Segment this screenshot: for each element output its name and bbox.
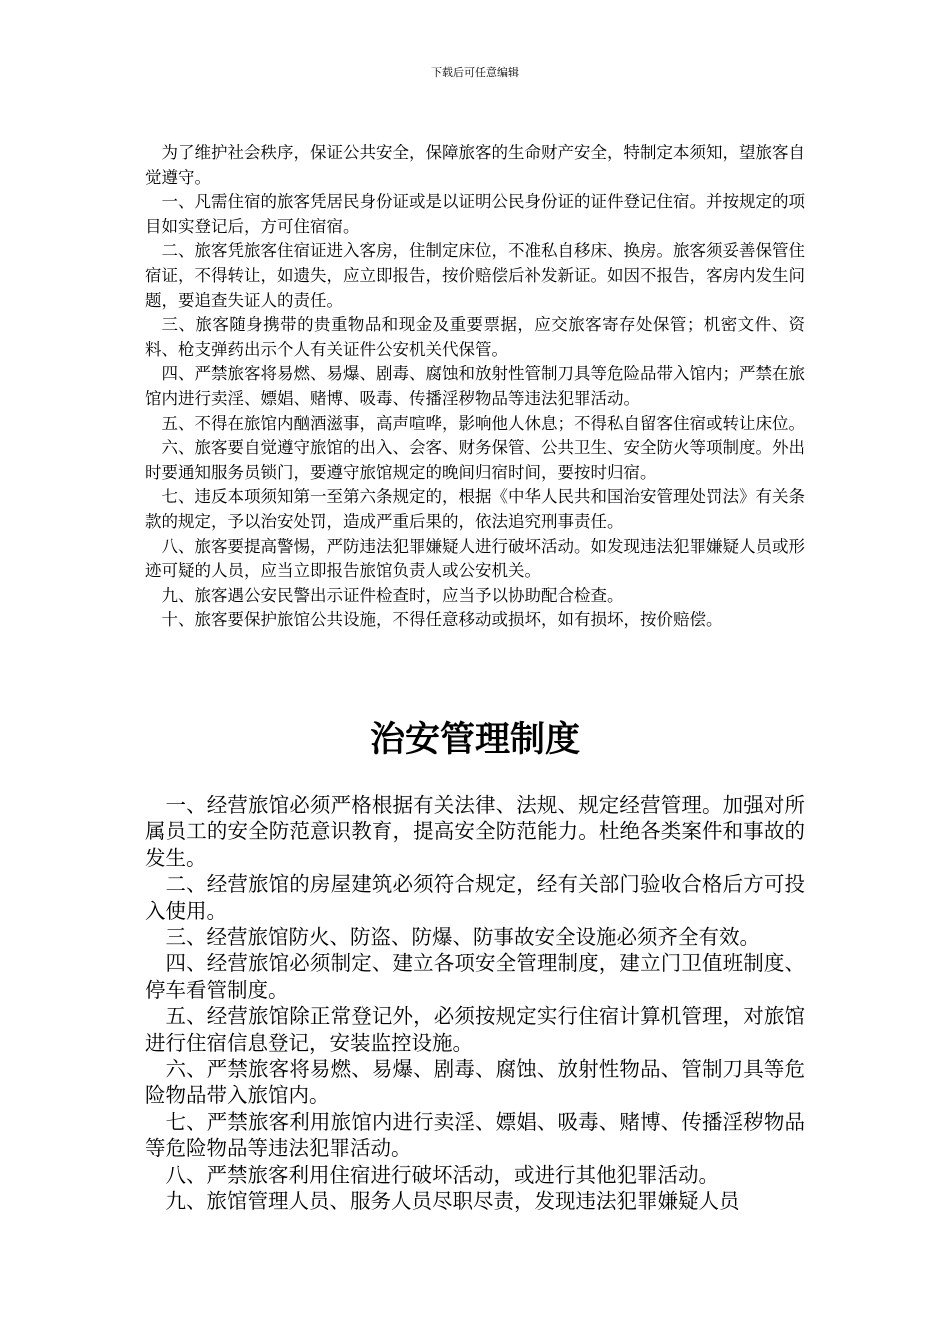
guest-notice-section: [145, 141, 805, 633]
paragraph: 六、严禁旅客将易燃、易爆、剧毒、腐蚀、放射性物品、管制刀具等危险物品带入旅馆内。: [145, 1057, 805, 1108]
paragraph: 七、违反本项须知第一至第六条规定的，根据《中华人民共和国治安管理处罚法》有关条款的规定，予以治安处罚，造成严重后果的，依法追究刑事责任。: [145, 487, 805, 531]
paragraph: 七、严禁旅客利用旅馆内进行卖淫、嫖娼、吸毒、赌博、传播淫秽物品等危险物品等违法犯罪活动。: [145, 1109, 805, 1161]
paragraph: 四、严禁旅客将易燃、易爆、剧毒、腐蚀和放射性管制刀具等危险品带入馆内；严禁在旅馆内进行卖淫、嫖娼、赌博、吸毒、传播淫秽物品等违法犯罪活动。: [145, 364, 805, 408]
security-rules-section: [145, 792, 805, 1215]
paragraph: 九、旅客遇公安民警出示证件检查时，应当予以协助配合检查。: [161, 585, 624, 605]
paragraph: 五、经营旅馆除正常登记外，必须按规定实行住宿计算机管理，对旅馆进行住宿信息登记，安装监控设施。: [145, 1004, 805, 1055]
paragraph: 三、经营旅馆防火、防盗、防爆、防事故安全设施必须齐全有效。: [165, 925, 760, 950]
paragraph: 二、经营旅馆的房屋建筑必须符合规定，经有关部门验收合格后方可投入使用。: [145, 872, 805, 923]
paragraph: 九、旅馆管理人员、服务人员尽职尽责，发现违法犯罪嫌疑人员: [165, 1189, 740, 1214]
paragraph: 三、旅客随身携带的贵重物品和现金及重要票据，应交旅客寄存处保管；机密文件、资料、枪支弹药出示个人有关证件公安机关代保管。: [145, 315, 805, 359]
paragraph: 四、经营旅馆必须制定、建立各项安全管理制度，建立门卫值班制度、停车看管制度。: [145, 951, 805, 1002]
paragraph: 一、经营旅馆必须严格根据有关法律、法规、规定经营管理。加强对所属员工的安全防范意识教育，提高安全防范能力。杜绝各类案件和事故的发生。: [145, 793, 805, 870]
paragraph: 二、旅客凭旅客住宿证进入客房，住制定床位，不准私自移床、换房。旅客须妥善保管住宿证，不得转让，如遗失，应立即报告，按价赔偿后补发新证。如因不报告，客房内发生问题，要追查失证人的责任。: [145, 241, 805, 310]
paragraph: 五、不得在旅馆内酗酒滋事，高声喧哗，影响他人休息；不得私自留客住宿或转让床位。: [161, 413, 805, 433]
paragraph: 一、凡需住宿的旅客凭居民身份证或是以证明公民身份证的证件登记住宿。并按规定的项目如实登记后，方可住宿宿。: [145, 192, 805, 236]
paragraph: 八、严禁旅客利用住宿进行破坏活动，或进行其他犯罪活动。: [165, 1162, 719, 1187]
paragraph: 六、旅客要自觉遵守旅馆的出入、会客、财务保管、公共卫生、安全防火等项制度。外出时要通知服务员锁门，要遵守旅馆规定的晚间归宿时间，要按时归宿。: [145, 438, 805, 482]
paragraph: 八、旅客要提高警惕，严防违法犯罪嫌疑人进行破坏活动。如发现违法犯罪嫌疑人员或形迹可疑的人员，应当立即报告旅馆负责人或公安机关。: [145, 536, 805, 581]
paragraph: 十、旅客要保护旅馆公共设施，不得任意移动或损坏，如有损坏，按价赔偿。: [161, 610, 723, 630]
page-header-note: 下载后可任意编辑: [431, 66, 519, 79]
section-heading: 治安管理制度: [369, 719, 580, 760]
paragraph: 为了维护社会秩序，保证公共安全，保障旅客的生命财产安全，特制定本须知，望旅客自觉遵守。: [145, 143, 805, 187]
